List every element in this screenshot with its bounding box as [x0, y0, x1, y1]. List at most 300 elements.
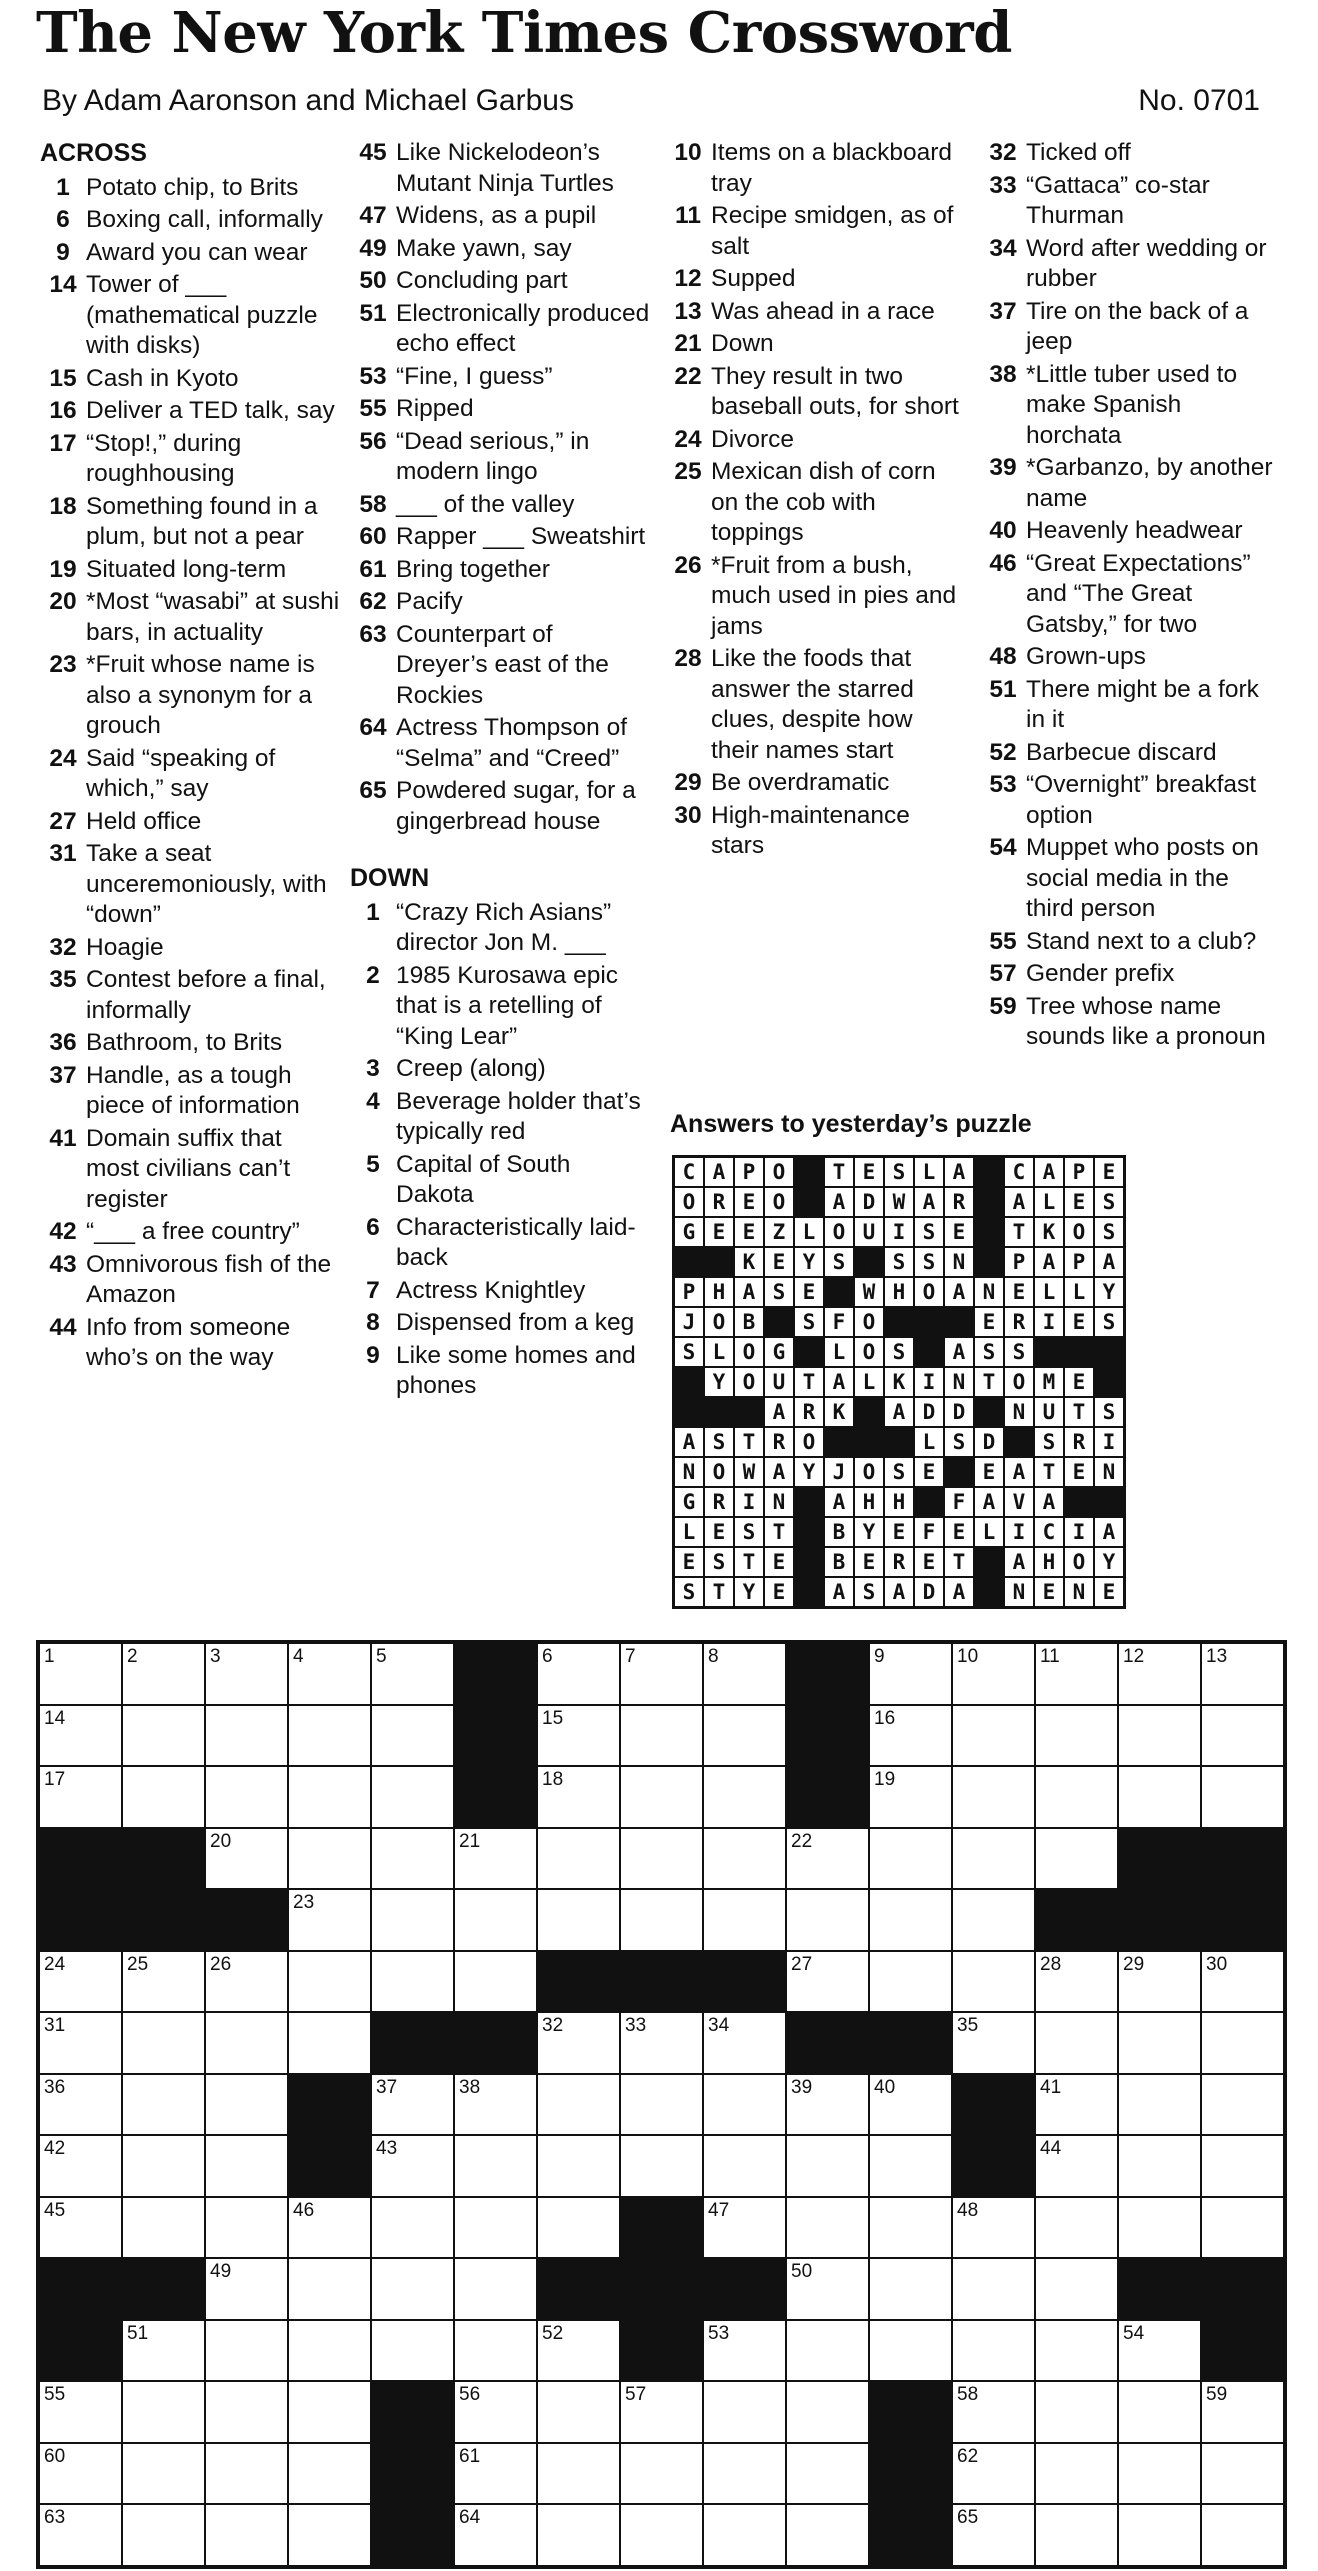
grid-cell[interactable] — [952, 1766, 1035, 1828]
grid-cell[interactable] — [1035, 2135, 1118, 2197]
clue-text: “Overnight” breakfast option — [1026, 771, 1257, 829]
down-clue — [980, 927, 1280, 958]
grid-cell[interactable] — [703, 1766, 786, 1828]
grid-cell[interactable] — [1201, 1951, 1284, 2013]
grid-cell[interactable] — [288, 2197, 371, 2259]
grid-cell[interactable] — [454, 1889, 537, 1951]
grid-block — [1201, 2320, 1284, 2382]
answer-cell: B — [734, 1307, 764, 1337]
grid-cell[interactable] — [371, 2135, 454, 2197]
grid-cell[interactable] — [1035, 2381, 1118, 2443]
grid-cell[interactable] — [537, 1766, 620, 1828]
cell-number: 20 — [210, 1830, 232, 1852]
cell-number: 33 — [625, 2015, 647, 2036]
answer-cell: S — [884, 1247, 914, 1277]
grid-block — [122, 1828, 205, 1890]
grid-cell[interactable] — [952, 1705, 1035, 1767]
grid-cell[interactable] — [869, 1889, 952, 1951]
clue-text: *Garbanzo, by another name — [1026, 454, 1273, 512]
clue-number: 16 — [49, 397, 77, 424]
answer-block — [1004, 1427, 1034, 1457]
across-clue — [350, 394, 650, 425]
clue-text: Divorce — [711, 425, 795, 453]
grid-cell[interactable] — [620, 2135, 703, 2197]
clue-text: Powdered sugar, for a gingerbread house — [396, 777, 636, 835]
grid-cell[interactable] — [288, 1889, 371, 1951]
clue-number: 54 — [989, 834, 1017, 861]
answer-cell: D — [854, 1187, 884, 1217]
answer-cell: P — [1064, 1247, 1094, 1277]
grid-cell[interactable] — [786, 2381, 869, 2443]
grid-cell[interactable] — [869, 2135, 952, 2197]
grid-cell[interactable] — [620, 1705, 703, 1767]
grid-cell[interactable] — [122, 2381, 205, 2443]
grid-cell[interactable] — [288, 2381, 371, 2443]
grid-cell[interactable] — [1035, 2258, 1118, 2320]
grid-cell[interactable] — [537, 2443, 620, 2505]
grid-cell[interactable] — [205, 2258, 288, 2320]
grid-cell[interactable] — [1201, 1766, 1284, 1828]
grid-cell[interactable] — [952, 2258, 1035, 2320]
grid-cell[interactable] — [1201, 2443, 1284, 2505]
answer-cell: A — [1034, 1487, 1064, 1517]
grid-cell[interactable] — [620, 2012, 703, 2074]
grid-cell[interactable] — [1118, 2320, 1201, 2382]
across-clue — [40, 1061, 340, 1122]
grid-cell[interactable] — [122, 2074, 205, 2136]
clue-text: Take a seat unceremoniously, with “down” — [86, 840, 327, 928]
down-clue — [665, 201, 965, 262]
grid-cell[interactable] — [869, 1951, 952, 2013]
grid-cell[interactable] — [1201, 2012, 1284, 2074]
clue-text: Ticked off — [1026, 139, 1131, 166]
grid-cell[interactable] — [952, 2320, 1035, 2382]
down-clue — [350, 1341, 650, 1402]
clue-text: Counterpart of Dreyer’s east of the Rockies — [396, 620, 609, 709]
grid-cell[interactable] — [454, 2443, 537, 2505]
grid-cell[interactable] — [703, 2504, 786, 2566]
grid-cell[interactable] — [1035, 2443, 1118, 2505]
grid-cell[interactable] — [39, 2135, 122, 2197]
answer-cell: N — [764, 1487, 794, 1517]
grid-cell[interactable] — [288, 1766, 371, 1828]
grid-block — [620, 2197, 703, 2259]
grid-cell[interactable] — [39, 2012, 122, 2074]
clue-number: 13 — [674, 297, 702, 325]
cell-number: 34 — [708, 2015, 730, 2036]
answer-cell: G — [674, 1217, 704, 1247]
answer-block — [944, 1457, 974, 1487]
clue-number: 59 — [989, 992, 1017, 1020]
answer-cell: A — [824, 1187, 854, 1217]
grid-cell[interactable] — [703, 2197, 786, 2259]
grid-cell[interactable] — [122, 2135, 205, 2197]
grid-cell[interactable] — [786, 2074, 869, 2136]
grid-cell[interactable] — [952, 1951, 1035, 2013]
grid-cell[interactable] — [205, 2074, 288, 2136]
grid-cell[interactable] — [1201, 1643, 1284, 1705]
grid-cell[interactable] — [371, 1766, 454, 1828]
grid-cell[interactable] — [952, 2197, 1035, 2259]
grid-cell[interactable] — [1118, 1766, 1201, 1828]
grid-cell[interactable] — [1201, 2135, 1284, 2197]
grid-cell[interactable] — [122, 1643, 205, 1705]
answer-cell: L — [914, 1427, 944, 1457]
down-clue — [980, 453, 1280, 514]
grid-cell[interactable] — [703, 2074, 786, 2136]
grid-cell[interactable] — [537, 1705, 620, 1767]
cell-number: 58 — [957, 2384, 979, 2405]
answer-cell: S — [884, 1337, 914, 1367]
grid-cell[interactable] — [1035, 2504, 1118, 2566]
grid-cell[interactable] — [1035, 2320, 1118, 2382]
answer-block — [1064, 1487, 1094, 1517]
grid-cell[interactable] — [952, 1889, 1035, 1951]
answer-cell: E — [1004, 1277, 1034, 1307]
grid-cell[interactable] — [371, 2197, 454, 2259]
grid-cell[interactable] — [122, 1705, 205, 1767]
clue-number: 55 — [359, 395, 387, 422]
answer-cell: I — [734, 1487, 764, 1517]
byline: By Adam Aaronson and Michael Garbus — [42, 84, 574, 117]
clue-text: Concluding part — [396, 267, 568, 294]
cell-number: 30 — [1206, 1953, 1228, 1975]
grid-cell[interactable] — [1118, 2381, 1201, 2443]
grid-cell[interactable] — [454, 2258, 537, 2320]
grid-cell[interactable] — [952, 1643, 1035, 1705]
grid-cell[interactable] — [205, 1705, 288, 1767]
grid-cell[interactable] — [1035, 2197, 1118, 2259]
grid-cell[interactable] — [371, 1705, 454, 1767]
across-clue — [40, 1313, 340, 1374]
clue-text: Boxing call, informally — [86, 206, 323, 233]
grid-cell[interactable] — [703, 1643, 786, 1705]
grid-cell[interactable] — [1035, 1951, 1118, 2013]
grid-cell[interactable] — [205, 2197, 288, 2259]
grid-cell[interactable] — [1035, 1643, 1118, 1705]
grid-cell[interactable] — [786, 2443, 869, 2505]
cell-number: 26 — [210, 1953, 232, 1975]
grid-cell[interactable] — [371, 1889, 454, 1951]
grid-cell[interactable] — [786, 1828, 869, 1890]
answer-cell: E — [734, 1187, 764, 1217]
grid-cell[interactable] — [786, 1951, 869, 2013]
grid-cell[interactable] — [620, 2074, 703, 2136]
grid-cell[interactable] — [39, 1951, 122, 2013]
clue-number: 22 — [674, 362, 702, 390]
grid-cell[interactable] — [1118, 2074, 1201, 2136]
across-clue — [40, 364, 340, 395]
grid-cell[interactable] — [537, 2197, 620, 2259]
grid-cell[interactable] — [869, 2074, 952, 2136]
answer-cell: F — [824, 1307, 854, 1337]
down-clue — [665, 551, 965, 643]
grid-cell[interactable] — [537, 1643, 620, 1705]
answer-cell: Y — [794, 1247, 824, 1277]
grid-cell[interactable] — [205, 1951, 288, 2013]
clue-text: Something found in a plum, but not a pear — [86, 492, 318, 550]
grid-cell[interactable] — [122, 1951, 205, 2013]
answer-cell: E — [944, 1217, 974, 1247]
grid-cell[interactable] — [1118, 2504, 1201, 2566]
grid-cell[interactable] — [952, 2381, 1035, 2443]
clue-number: 18 — [49, 492, 77, 520]
across-clue — [40, 270, 340, 362]
grid-cell[interactable] — [703, 1828, 786, 1890]
grid-cell[interactable] — [786, 2197, 869, 2259]
grid-cell[interactable] — [205, 2443, 288, 2505]
grid-cell[interactable] — [39, 1766, 122, 1828]
grid-cell[interactable] — [288, 1643, 371, 1705]
down-clue — [665, 297, 965, 328]
grid-cell[interactable] — [952, 2443, 1035, 2505]
answer-block — [794, 1187, 824, 1217]
clue-number: 6 — [366, 1213, 380, 1241]
cell-number: 47 — [708, 2199, 730, 2221]
clue-text: Grown-ups — [1026, 643, 1146, 670]
down-clue — [350, 898, 650, 959]
grid-cell[interactable] — [454, 2197, 537, 2259]
grid-cell[interactable] — [1118, 1951, 1201, 2013]
grid-cell[interactable] — [537, 1889, 620, 1951]
grid-cell[interactable] — [620, 1828, 703, 1890]
grid-cell[interactable] — [205, 1828, 288, 1890]
clue-section-heading: ACROSS — [40, 139, 147, 167]
grid-cell[interactable] — [371, 2320, 454, 2382]
grid-cell[interactable] — [122, 1766, 205, 1828]
grid-cell[interactable] — [122, 2197, 205, 2259]
clue-text: Creep (along) — [396, 1055, 546, 1082]
grid-cell[interactable] — [1201, 2504, 1284, 2566]
answer-block — [1094, 1367, 1124, 1397]
answer-block — [824, 1427, 854, 1457]
grid-cell[interactable] — [39, 2074, 122, 2136]
grid-cell[interactable] — [952, 2012, 1035, 2074]
grid-cell[interactable] — [537, 2074, 620, 2136]
grid-cell[interactable] — [869, 2197, 952, 2259]
grid-cell[interactable] — [288, 2012, 371, 2074]
clue-text: They result in two baseball outs, for short — [711, 362, 959, 420]
down-clue — [350, 1087, 650, 1148]
grid-cell[interactable] — [620, 1889, 703, 1951]
grid-cell[interactable] — [1201, 2197, 1284, 2259]
answer-cell: H — [854, 1487, 884, 1517]
answer-cell: E — [704, 1517, 734, 1547]
grid-cell[interactable] — [205, 1766, 288, 1828]
clue-text: Be overdramatic — [711, 769, 890, 796]
answer-cell: E — [974, 1457, 1004, 1487]
grid-cell[interactable] — [537, 2504, 620, 2566]
answer-cell: A — [944, 1277, 974, 1307]
grid-cell[interactable] — [620, 2381, 703, 2443]
grid-cell[interactable] — [39, 2381, 122, 2443]
down-clue — [665, 768, 965, 799]
grid-cell[interactable] — [1201, 2381, 1284, 2443]
grid-cell[interactable] — [620, 2443, 703, 2505]
grid-cell[interactable] — [869, 1643, 952, 1705]
grid-cell[interactable] — [786, 2135, 869, 2197]
clue-number: 53 — [359, 362, 387, 390]
grid-cell[interactable] — [869, 1828, 952, 1890]
grid-cell[interactable] — [371, 2258, 454, 2320]
grid-cell[interactable] — [620, 1766, 703, 1828]
clue-text: *Fruit whose name is also a synonym for a grouch — [86, 651, 315, 739]
grid-cell[interactable] — [703, 2012, 786, 2074]
grid-cell[interactable] — [454, 2504, 537, 2566]
grid-cell[interactable] — [537, 2320, 620, 2382]
clue-text: Stand next to a club? — [1026, 927, 1257, 955]
cell-number: 50 — [791, 2261, 813, 2282]
grid-cell[interactable] — [39, 2197, 122, 2259]
grid-cell[interactable] — [371, 1643, 454, 1705]
grid-cell[interactable] — [1118, 2197, 1201, 2259]
grid-cell[interactable] — [786, 1889, 869, 1951]
clue-number: 25 — [674, 458, 702, 485]
grid-cell[interactable] — [205, 1643, 288, 1705]
grid-cell[interactable] — [786, 2258, 869, 2320]
grid-cell[interactable] — [537, 1828, 620, 1890]
grid-cell[interactable] — [786, 2504, 869, 2566]
grid-cell[interactable] — [1118, 2012, 1201, 2074]
down-clue — [980, 549, 1280, 641]
clue-number: 41 — [49, 1124, 77, 1152]
grid-cell[interactable] — [537, 2012, 620, 2074]
grid-cell[interactable] — [122, 2504, 205, 2566]
answer-cell: A — [1004, 1547, 1034, 1577]
answer-cell: E — [794, 1277, 824, 1307]
grid-cell[interactable] — [39, 2443, 122, 2505]
answer-cell: Y — [704, 1367, 734, 1397]
grid-cell[interactable] — [1118, 1643, 1201, 1705]
grid-cell[interactable] — [1118, 2135, 1201, 2197]
grid-cell[interactable] — [39, 1705, 122, 1767]
clue-text: Down — [711, 330, 774, 357]
grid-cell[interactable] — [205, 2381, 288, 2443]
answer-cell: D — [974, 1427, 1004, 1457]
grid-cell[interactable] — [288, 2443, 371, 2505]
grid-cell[interactable] — [869, 2258, 952, 2320]
grid-cell[interactable] — [288, 2320, 371, 2382]
cell-number: 42 — [44, 2138, 66, 2159]
down-clue — [350, 961, 650, 1053]
grid-cell[interactable] — [288, 2504, 371, 2566]
grid-cell[interactable] — [205, 2320, 288, 2382]
down-clue — [980, 234, 1280, 295]
grid-cell[interactable] — [703, 2135, 786, 2197]
grid-cell[interactable] — [869, 1766, 952, 1828]
across-clue — [40, 744, 340, 805]
grid-cell[interactable] — [869, 1705, 952, 1767]
answer-cell: S — [974, 1337, 1004, 1367]
grid-block — [869, 2504, 952, 2566]
grid-cell[interactable] — [454, 2320, 537, 2382]
grid-cell[interactable] — [952, 1828, 1035, 1890]
grid-cell[interactable] — [1035, 2012, 1118, 2074]
down-clue — [980, 516, 1280, 547]
grid-cell[interactable] — [703, 2320, 786, 2382]
grid-cell[interactable] — [39, 2504, 122, 2566]
grid-cell[interactable] — [39, 1643, 122, 1705]
clue-number: 43 — [49, 1250, 77, 1278]
grid-cell[interactable] — [620, 1643, 703, 1705]
answer-cell: P — [734, 1157, 764, 1187]
grid-cell[interactable] — [288, 1828, 371, 1890]
grid-cell[interactable] — [371, 2074, 454, 2136]
answer-cell: E — [1034, 1577, 1064, 1607]
clue-text: Beverage holder that’s typically red — [396, 1087, 641, 1145]
grid-cell[interactable] — [454, 2074, 537, 2136]
grid-cell[interactable] — [288, 1705, 371, 1767]
grid-cell[interactable] — [454, 1828, 537, 1890]
grid-cell[interactable] — [1118, 1705, 1201, 1767]
grid-cell[interactable] — [703, 1705, 786, 1767]
answer-block — [974, 1217, 1004, 1247]
grid-cell[interactable] — [703, 1889, 786, 1951]
grid-cell[interactable] — [122, 2320, 205, 2382]
grid-cell[interactable] — [371, 1828, 454, 1890]
clue-text: Contest before a final, informally — [86, 966, 326, 1024]
grid-cell[interactable] — [454, 1951, 537, 2013]
clue-text: Barbecue discard — [1026, 738, 1217, 766]
answer-cell: E — [674, 1547, 704, 1577]
answer-cell: E — [764, 1577, 794, 1607]
clue-text: Deliver a TED talk, say — [86, 397, 335, 424]
grid-cell[interactable] — [1201, 2074, 1284, 2136]
grid-cell[interactable] — [537, 2135, 620, 2197]
grid-cell[interactable] — [786, 2320, 869, 2382]
grid-cell[interactable] — [454, 2381, 537, 2443]
answer-cell: U — [1034, 1397, 1064, 1427]
grid-cell[interactable] — [703, 2381, 786, 2443]
grid-cell[interactable] — [205, 2012, 288, 2074]
grid-cell[interactable] — [703, 2443, 786, 2505]
grid-cell[interactable] — [1035, 1766, 1118, 1828]
clue-text: “Great Expectations” and “The Great Gatsby,” for two — [1026, 549, 1251, 638]
grid-cell[interactable] — [620, 2504, 703, 2566]
grid-cell[interactable] — [454, 2135, 537, 2197]
grid-block — [703, 2258, 786, 2320]
grid-cell[interactable] — [869, 2320, 952, 2382]
grid-cell[interactable] — [288, 1951, 371, 2013]
grid-cell[interactable] — [122, 2012, 205, 2074]
answer-block — [974, 1247, 1004, 1277]
grid-cell[interactable] — [1035, 2074, 1118, 2136]
answer-cell: K — [734, 1247, 764, 1277]
clue-text: Said “speaking of which,” say — [86, 744, 276, 802]
answer-cell: A — [884, 1397, 914, 1427]
answer-cell: O — [764, 1187, 794, 1217]
grid-cell[interactable] — [1201, 1705, 1284, 1767]
grid-block — [122, 2258, 205, 2320]
grid-cell[interactable] — [122, 2443, 205, 2505]
cell-number: 6 — [542, 1646, 553, 1667]
grid-cell[interactable] — [205, 2135, 288, 2197]
answer-block — [1094, 1337, 1124, 1367]
grid-cell[interactable] — [1035, 1828, 1118, 1890]
grid-cell[interactable] — [952, 2504, 1035, 2566]
answer-cell: K — [884, 1367, 914, 1397]
clue-number: 8 — [366, 1309, 380, 1336]
grid-cell[interactable] — [1118, 2443, 1201, 2505]
across-clue — [350, 620, 650, 712]
grid-cell[interactable] — [1035, 1705, 1118, 1767]
grid-block — [205, 1889, 288, 1951]
clue-text: Like some homes and phones — [396, 1341, 636, 1399]
grid-cell[interactable] — [537, 2381, 620, 2443]
grid-cell[interactable] — [371, 1951, 454, 2013]
grid-cell[interactable] — [205, 2504, 288, 2566]
grid-cell[interactable] — [288, 2258, 371, 2320]
